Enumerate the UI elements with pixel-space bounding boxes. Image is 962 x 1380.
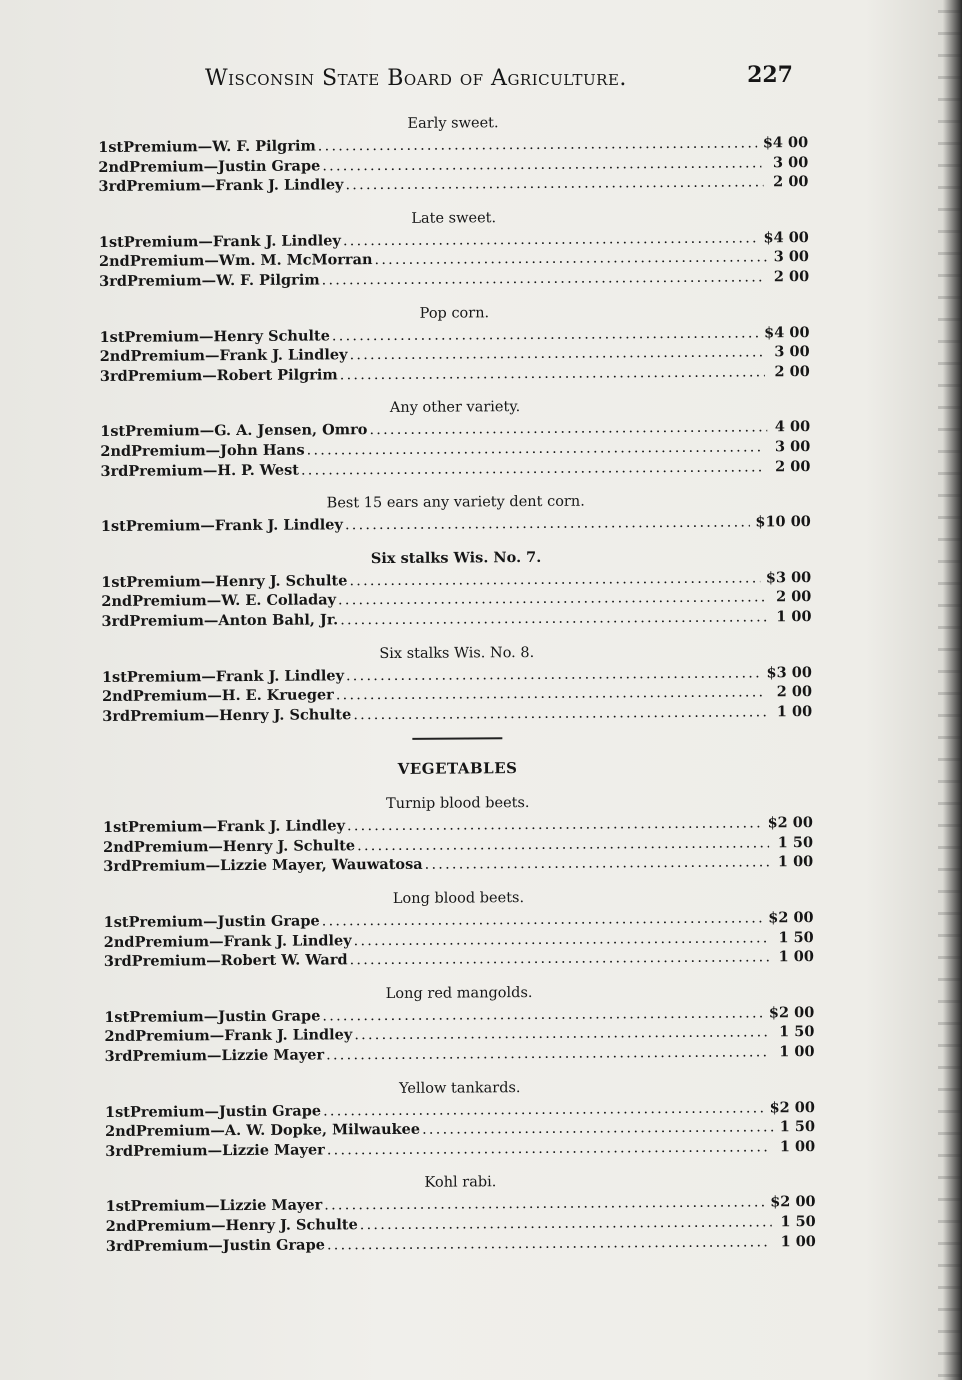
premium-winner: Premium—Justin Grape (129, 1102, 322, 1121)
dot-leaders (327, 1233, 769, 1256)
section-title: Pop corn. (419, 304, 490, 322)
premium-amount: 3 00 (774, 437, 811, 456)
premium-place: 2nd (104, 1028, 136, 1046)
premium-winner: Premium—Lizzie Mayer (130, 1196, 323, 1216)
premium-winner: Premium—Justin Grape (128, 912, 320, 931)
premium-winner: Premium—Frank J. Lindley (134, 931, 352, 951)
premium-winner: Premium—Anton Bahl, Jr. (129, 611, 339, 630)
dot-leaders (340, 608, 766, 631)
premium-section (105, 1076, 816, 1162)
premium-entry (99, 267, 809, 292)
premium-winner: Premium—H. P. West (128, 461, 300, 480)
dot-leaders (353, 703, 768, 725)
dot-leaders (326, 1043, 768, 1066)
premium-amount: $3 00 (765, 568, 812, 587)
premium-place: 2nd (103, 933, 135, 951)
premium-place: 3rd (103, 858, 132, 876)
vegetables-heading: VEGETABLES (397, 759, 518, 779)
premium-place: 3rd (105, 1237, 134, 1255)
premium-place: 3rd (98, 177, 127, 196)
section-divider (412, 737, 502, 740)
section-title: Early sweet. (407, 115, 499, 132)
dot-leaders (425, 854, 772, 876)
section-title: Six stalks Wis. No. 8. (379, 644, 535, 662)
section-title: Best 15 ears any variety dent corn. (326, 493, 585, 512)
premium-amount: 4 00 (774, 418, 811, 436)
premium-section (103, 791, 814, 877)
premium-winner: Premium—Frank J. Lindley (123, 232, 341, 251)
premium-place: 3rd (103, 953, 132, 971)
premium-winner: Premium—Frank J. Lindley (135, 1026, 353, 1046)
premium-place: 2nd (101, 687, 133, 706)
premium-amount: 2 00 (774, 362, 810, 381)
section-title: Turnip blood beets. (386, 795, 530, 813)
premium-section (101, 546, 812, 632)
premium-section (103, 886, 814, 972)
running-title: Wisconsin State Board of Agriculture. (205, 66, 627, 91)
premium-amount: 2 00 (775, 588, 812, 606)
premium-list (98, 111, 816, 1270)
corn-sections (98, 111, 812, 726)
premium-amount: $4 00 (763, 228, 809, 247)
premium-winner: Premium—H. E. Krueger (132, 686, 334, 705)
premium-winner: Premium—John Hans (131, 441, 305, 460)
premium-place: 1st (100, 423, 126, 441)
premium-place: 1st (105, 1198, 131, 1216)
premium-place: 2nd (101, 593, 133, 611)
premium-amount: 1 00 (777, 853, 814, 871)
premium-winner: Premium—G. A. Jensen, Omro (125, 421, 368, 441)
premium-winner: Premium—Robert W. Ward (131, 951, 348, 971)
premium-winner: Premium—Lizzie Mayer (132, 1046, 325, 1065)
premium-entry (100, 362, 810, 387)
premium-place: 3rd (101, 612, 130, 630)
vegetable-sections (103, 791, 816, 1256)
premium-place: 3rd (100, 462, 129, 480)
premium-place: 1st (104, 1103, 130, 1121)
premium-section (105, 1170, 816, 1256)
premium-entry (104, 1042, 814, 1067)
premium-section (102, 641, 813, 727)
premium-place: 1st (101, 573, 127, 591)
premium-entry (98, 172, 808, 197)
premium-section (99, 206, 810, 292)
page-header (205, 62, 805, 102)
premium-entry (104, 947, 814, 972)
premium-winner: Premium—Frank J. Lindley (130, 346, 348, 365)
premium-place: 3rd (105, 1142, 134, 1160)
premium-winner: Premium—Lizzie Mayer (133, 1141, 325, 1160)
premium-entry (102, 702, 812, 727)
premium-place: 3rd (104, 1047, 133, 1066)
premium-amount: 2 00 (773, 173, 809, 191)
section-title: Late sweet. (411, 210, 497, 227)
premium-amount: 1 00 (779, 1137, 816, 1156)
section-title: Six stalks Wis. No. 7. (370, 548, 542, 567)
section-title: Long red mangolds. (385, 984, 533, 1002)
premium-place: 2nd (99, 347, 131, 366)
premium-place: 2nd (98, 158, 130, 176)
premium-place: 2nd (103, 838, 134, 856)
section-title: Long blood beets. (392, 890, 525, 908)
premium-amount: $2 00 (767, 814, 814, 832)
dot-leaders (422, 1119, 774, 1141)
premium-amount: $2 00 (769, 1098, 815, 1116)
premium-winner: Premium—W. F. Pilgrim (126, 271, 320, 290)
premium-place: 1st (103, 913, 129, 932)
premium-amount: 3 00 (773, 248, 810, 266)
premium-section (98, 111, 809, 197)
premium-amount: 1 00 (776, 607, 812, 626)
premium-place: 1st (99, 328, 125, 346)
section-title: Any other variety. (389, 399, 521, 417)
premium-amount: 2 00 (775, 457, 811, 475)
premium-winner: Premium—Justin Grape (133, 1236, 325, 1255)
premium-amount: 1 00 (779, 1043, 815, 1061)
page-edge (938, 0, 962, 1380)
dot-leaders (340, 363, 765, 386)
premium-place: 1st (98, 138, 124, 156)
premium-place: 1st (101, 668, 127, 686)
premium-winner: Premium—Henry J. Schulte (133, 837, 356, 856)
dot-leaders (350, 949, 770, 972)
premium-winner: Premium—Frank J. Lindley (125, 516, 343, 535)
premium-winner: Premium—Henry J. Schulte (126, 571, 348, 591)
premium-amount: $4 00 (764, 323, 810, 341)
premium-place: 1st (104, 1008, 130, 1026)
premium-amount: 3 00 (772, 153, 809, 171)
premium-place: 1st (100, 517, 126, 536)
premium-amount: 1 50 (779, 1118, 816, 1136)
premium-winner: Premium—Frank J. Lindley (126, 176, 344, 195)
dot-leaders (345, 174, 764, 197)
premium-entry (106, 1232, 816, 1257)
premium-entry (101, 607, 811, 632)
premium-amount: 2 00 (776, 683, 813, 701)
page-number: 227 (747, 62, 793, 88)
premium-section (101, 490, 811, 537)
premium-amount: 3 00 (774, 343, 810, 361)
premium-amount: 2 00 (773, 268, 810, 286)
premium-amount: 1 50 (777, 833, 814, 852)
premium-place: 2nd (105, 1122, 136, 1141)
premium-place: 2nd (98, 253, 130, 271)
premium-place: 3rd (102, 707, 131, 725)
premium-place: 1st (102, 819, 128, 837)
premium-place: 2nd (105, 1217, 137, 1235)
dot-leaders (301, 458, 762, 481)
premium-winner: Premium—Frank J. Lindley (127, 817, 346, 837)
premium-place: 2nd (100, 442, 132, 460)
premium-winner: Premium—Frank J. Lindley (126, 666, 345, 686)
premium-amount: $10 00 (755, 513, 811, 531)
premium-winner: Premium—Henry J. Schulte (130, 705, 352, 725)
premium-amount: 1 00 (778, 948, 814, 966)
section-title: Kohl rabi. (424, 1174, 497, 1192)
premium-winner: Premium—Wm. M. McMorran (129, 251, 373, 271)
premium-winner: Premium—Henry Schulte (124, 326, 330, 346)
premium-amount: 1 50 (778, 928, 814, 946)
premium-amount: $2 00 (768, 1003, 815, 1022)
premium-section (100, 395, 811, 481)
dot-leaders (327, 1138, 769, 1161)
dot-leaders (374, 249, 766, 271)
premium-entry (103, 852, 813, 877)
premium-section (104, 981, 815, 1067)
premium-section (99, 301, 810, 387)
dot-leaders (322, 268, 763, 291)
premium-winner: Premium—W. E. Colladay (132, 591, 337, 611)
premium-entry (105, 1137, 815, 1162)
premium-entry (100, 457, 810, 482)
premium-winner: Premium—Lizzie Mayer, Wauwatosa (131, 856, 423, 876)
premium-winner: Premium—A. W. Dopke, Milwaukee (135, 1120, 421, 1140)
premium-place: 1st (98, 233, 124, 251)
premium-winner: Premium—Henry J. Schulte (136, 1216, 358, 1235)
premium-amount: 1 00 (776, 702, 813, 720)
premium-amount: 1 50 (780, 1213, 816, 1231)
premium-amount: $2 00 (770, 1193, 816, 1211)
premium-amount: $4 00 (762, 134, 809, 152)
premium-place: 3rd (99, 367, 128, 385)
premium-amount: $2 00 (768, 909, 814, 927)
premium-amount: $3 00 (766, 663, 812, 681)
premium-entry (101, 512, 811, 537)
premium-winner: Premium—Justin Grape (129, 1007, 321, 1026)
premium-winner: Premium—Robert Pilgrim (127, 366, 338, 385)
dot-leaders (345, 514, 750, 536)
premium-amount: 1 00 (780, 1232, 816, 1250)
premium-winner: Premium—Justin Grape (129, 157, 321, 176)
premium-amount: 1 50 (779, 1023, 815, 1041)
section-title: Yellow tankards. (399, 1079, 521, 1097)
premium-place: 3rd (99, 272, 128, 290)
premium-winner: Premium—W. F. Pilgrim (123, 137, 316, 156)
